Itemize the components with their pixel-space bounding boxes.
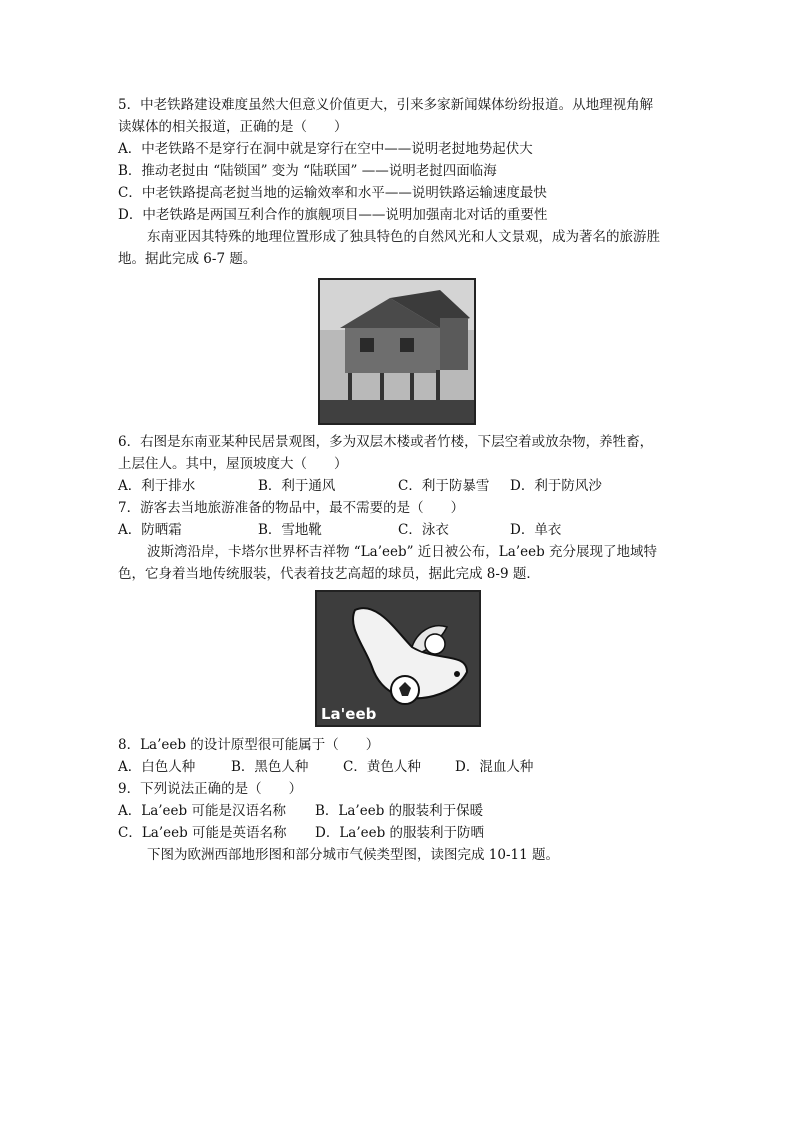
stilt-house-illustration [320,280,474,423]
q8-option-a: A．白色人种 [118,759,196,775]
intro-8-9-line1: 波斯湾沿岸，卡塔尔世界杯吉祥物 “La’eeb” 近日被公布，La’eeb 充分展现了地域特 [147,544,658,560]
q5-option-c: C．中老铁路提高老挝当地的运输效率和水平——说明铁路运输速度最快 [118,185,547,201]
intro-6-7-line1: 东南亚因其特殊的地理位置形成了独具特色的自然风光和人文景观，成为著名的旅游胜 [147,229,660,245]
q5-stem-line2: 读媒体的相关报道，正确的是（ ） [118,119,348,135]
laeeb-mascot-image [315,590,481,727]
laeeb-caption: La'eeb [321,705,377,723]
q9-option-b: B．La’eeb 的服装利于保暖 [315,803,484,819]
q8-stem: 8．La’eeb 的设计原型很可能属于（ ） [118,737,380,753]
q5-option-a: A．中老铁路不是穿行在洞中就是穿行在空中——说明老挝地势起伏大 [118,141,533,157]
q6-stem-line1: 6．右图是东南亚某种民居景观图，多为双层木楼或者竹楼，下层空着或放杂物，养牲畜， [118,434,654,450]
q6-option-c: C．利于防暴雪 [398,478,490,494]
q8-option-c: C．黄色人种 [343,759,421,775]
q7-option-b: B．雪地靴 [258,522,322,538]
q8-option-d: D．混血人种 [455,759,534,775]
q5-stem-line1: 5．中老铁路建设难度虽然大但意义价值更大，引来多家新闻媒体纷纷报道。从地理视角解 [118,97,654,113]
intro-6-7-line2: 地。据此完成 6-7 题。 [118,251,257,267]
q5-option-b: B．推动老挝由 “陆锁国” 变为 “陆联国” ——说明老挝四面临海 [118,163,497,179]
q9-option-c: C．La’eeb 可能是英语名称 [118,825,287,841]
q6-option-b: B．利于通风 [258,478,336,494]
q9-stem: 9．下列说法正确的是（ ） [118,781,303,797]
q9-option-d: D．La’eeb 的服装利于防晒 [315,825,485,841]
q7-option-a: A．防晒霜 [118,522,182,538]
q8-option-b: B．黑色人种 [231,759,309,775]
q6-option-d: D．利于防风沙 [510,478,602,494]
q6-option-a: A．利于排水 [118,478,196,494]
stilt-house-photo [318,278,476,425]
q5-option-d: D．中老铁路是两国互利合作的旗舰项目——说明加强南北对话的重要性 [118,207,548,223]
intro-8-9-line2: 色，它身着当地传统服装，代表着技艺高超的球员，据此完成 8-9 题． [118,566,540,582]
q7-option-d: D．单衣 [510,522,562,538]
intro-10-11-line1: 下图为欧洲西部地形图和部分城市气候类型图，读图完成 10-11 题。 [147,847,559,863]
q6-stem-line2: 上层住人。其中，屋顶坡度大（ ） [118,456,348,472]
q7-option-c: C．泳衣 [398,522,449,538]
q7-stem: 7．游客去当地旅游准备的物品中，最不需要的是（ ） [118,500,465,516]
q9-option-a: A．La’eeb 可能是汉语名称 [118,803,286,819]
